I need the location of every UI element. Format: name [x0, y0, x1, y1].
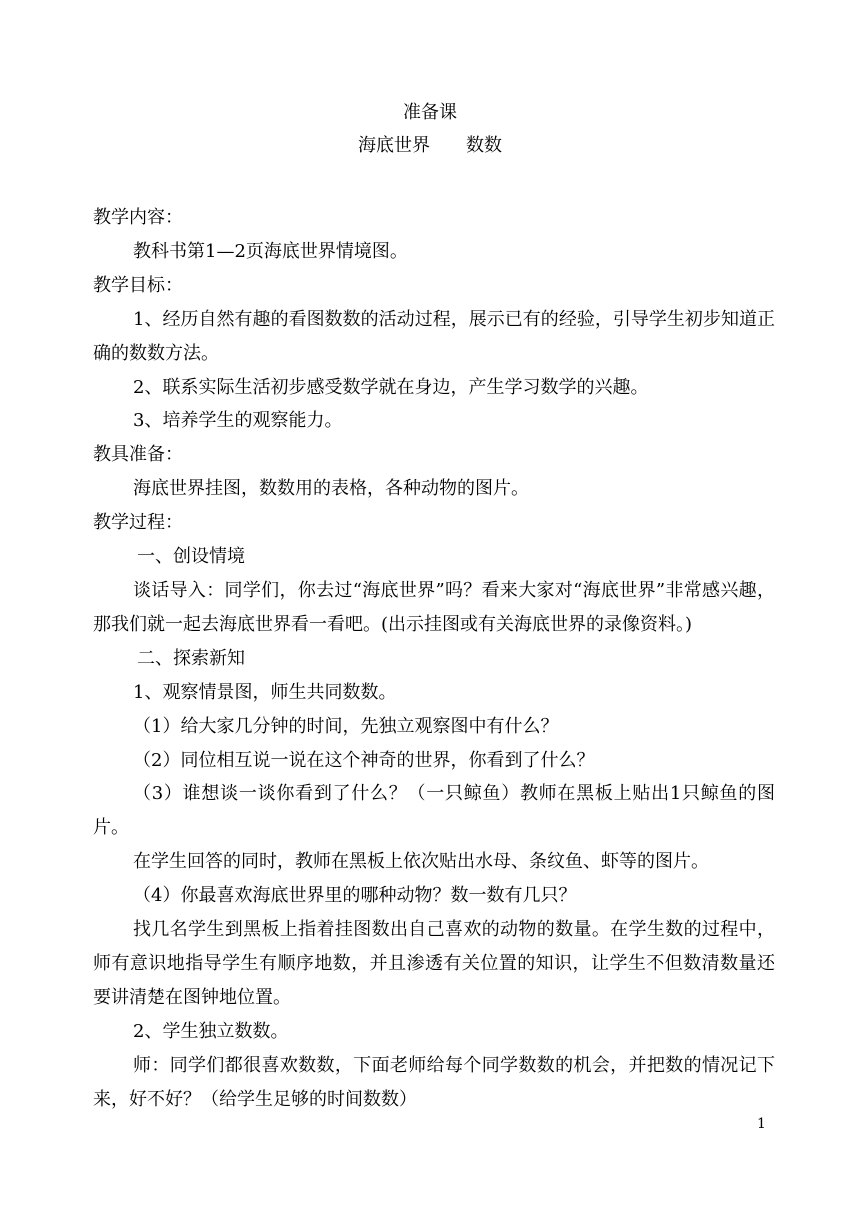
paragraph-step-1-text: 谈话导入：同学们，你去过“海底世界”吗？看来大家对“海底世界”非常感兴趣，那我们就一起去海底世界看一看吧。(出示挂图或有关海底世界的录像资料。): [93, 579, 775, 635]
paragraph-goal-2: 2、联系实际生活初步感受数学就在身边，产生学习数学的兴趣。: [133, 376, 649, 398]
paragraph-goal-3: 3、培养学生的观察能力。: [133, 410, 343, 432]
paragraph-step-2-item-1-2: （2）同位相互说一说在这个神奇的世界，你看到了什么？: [133, 749, 595, 771]
document-body: [93, 201, 775, 1116]
paragraph-step-2-item-1-3-note: 在学生回答的同时，教师在黑板上依次贴出水母、条纹鱼、虾等的图片。: [133, 851, 709, 873]
paragraph-step-2-item-1-1: （1）给大家几分钟的时间，先独立观察图中有什么？: [133, 715, 559, 737]
paragraph-content-text: 教科书第1—2页海底世界情境图。: [133, 240, 408, 262]
section-heading-tools: 教具准备：: [93, 444, 183, 466]
document-subtitle: 海底世界 数数: [358, 135, 502, 156]
paragraph-goal-1: 1、经历自然有趣的看图数数的活动过程，展示已有的经验，引导学生初步知道正确的数数方法。: [93, 308, 775, 364]
paragraph-step-2-item-1-3: （3）谁想谈一谈你看到了什么？（一只鲸鱼）教师在黑板上贴出1只鲸鱼的图片。: [93, 783, 775, 839]
section-heading-process: 教学过程：: [93, 512, 183, 534]
page-number: 1: [757, 1116, 766, 1132]
step-heading-1: 一、创设情境: [137, 546, 245, 568]
paragraph-tools-text: 海底世界挂图，数数用的表格，各种动物的图片。: [133, 478, 529, 500]
section-heading-content: 教学内容：: [93, 207, 183, 228]
step-heading-2: 二、探索新知: [137, 647, 245, 669]
paragraph-step-2-item-1-4-note: 找几名学生到黑板上指着挂图数出自己喜欢的动物的数量。在学生数的过程中，师有意识地指导学生有顺序地数，并且渗透有关位置的知识，让学生不但数清数量还要讲清楚在图钟地位置。: [93, 919, 775, 1008]
paragraph-step-2-item-1-4: （4）你最喜欢海底世界里的哪种动物？数一数有几只？: [133, 885, 577, 907]
document-title: 准备课: [403, 102, 457, 123]
paragraph-step-2-item-1: 1、观察情景图，师生共同数数。: [133, 681, 397, 703]
section-heading-goals: 教学目标：: [93, 274, 183, 296]
paragraph-step-2-item-2: 2、学生独立数数。: [133, 1020, 289, 1042]
paragraph-step-2-item-2-text: 师：同学们都很喜欢数数，下面老师给每个同学数数的机会，并把数的情况记下来，好不好？（给学生足够的时间数数）: [93, 1054, 775, 1110]
